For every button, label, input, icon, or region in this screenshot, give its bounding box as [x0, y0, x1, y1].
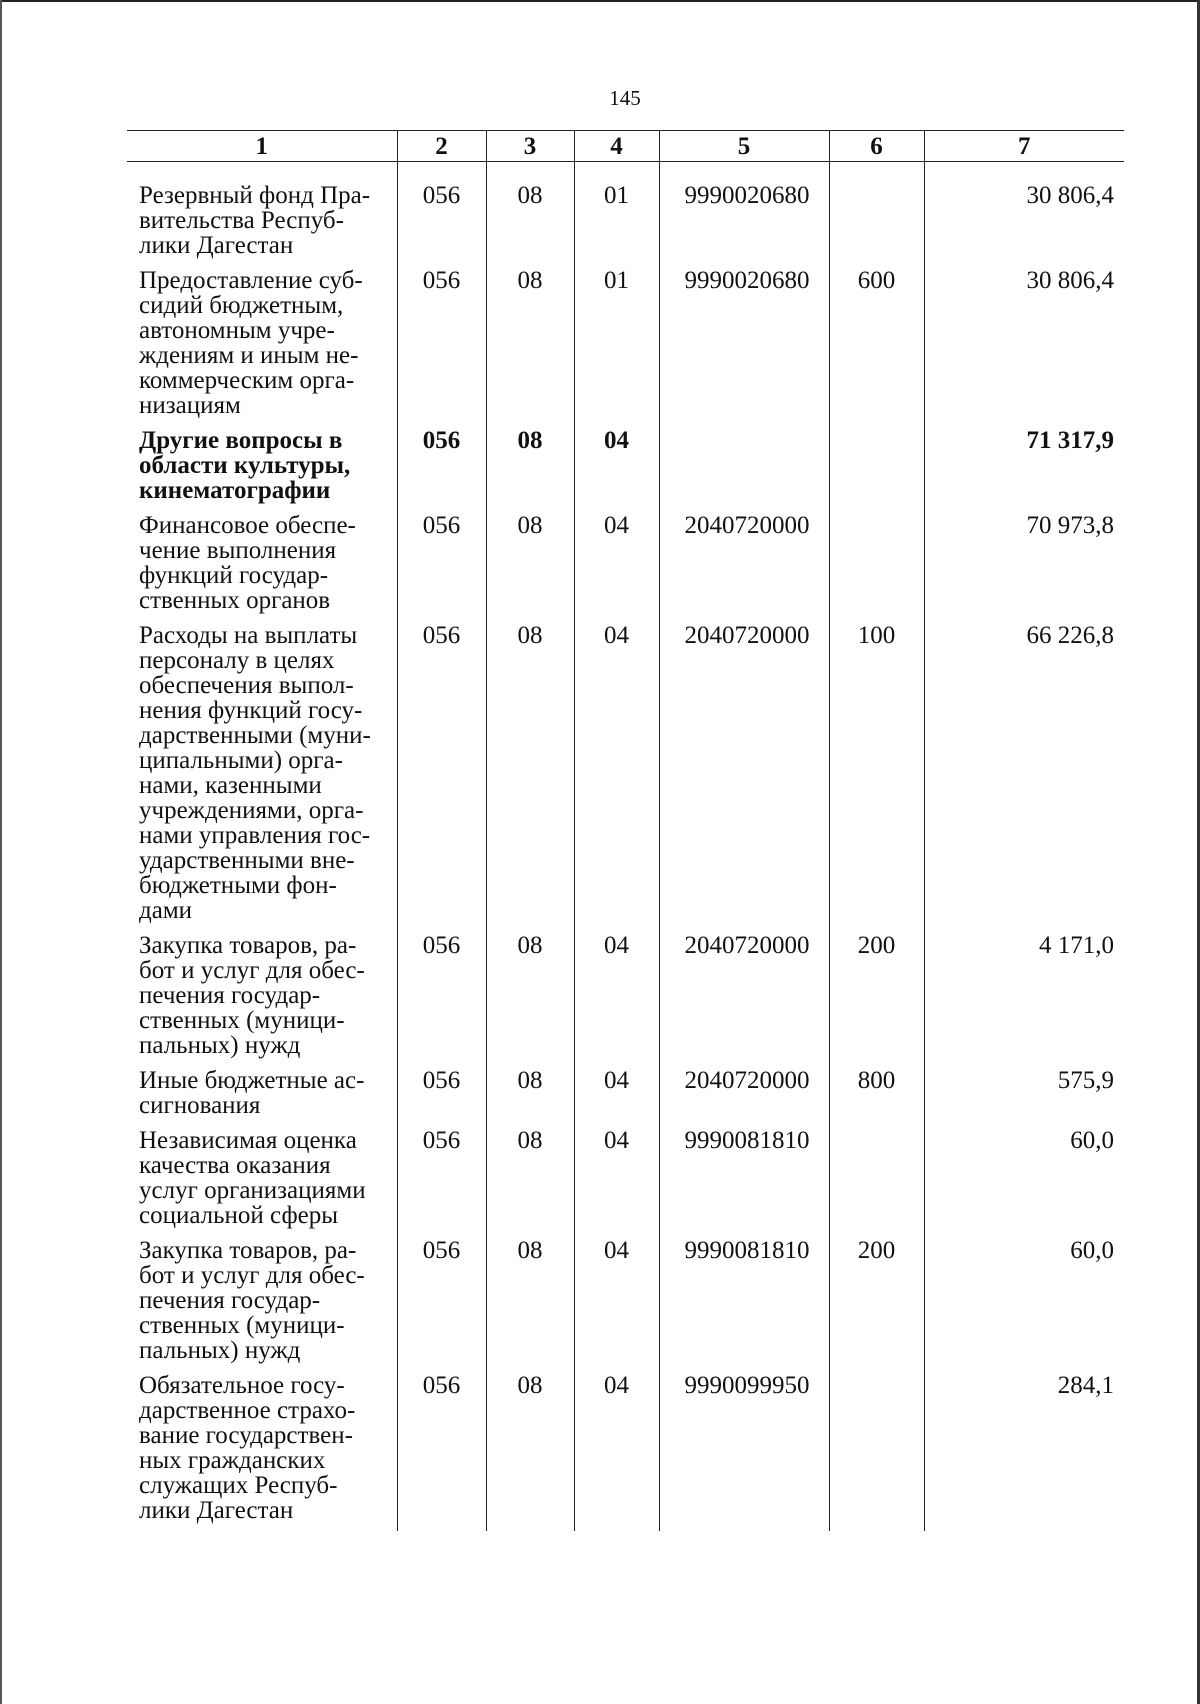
cell-amount: 60,0 [924, 1238, 1124, 1373]
cell-amount: 284,1 [924, 1373, 1124, 1531]
cell-ved-code: 056 [397, 623, 486, 933]
header-col-4: 4 [574, 131, 659, 162]
cell-ved-code: 056 [397, 933, 486, 1068]
cell-target-article: 2040720000 [659, 933, 829, 1068]
table-row [127, 933, 1124, 1068]
cell-amount: 70 973,8 [924, 513, 1124, 623]
header-col-3: 3 [486, 131, 574, 162]
cell-ved-code: 056 [397, 162, 486, 269]
budget-table [127, 130, 1124, 1531]
cell-ved-code: 056 [397, 428, 486, 513]
cell-ved-code: 056 [397, 1068, 486, 1128]
cell-name: Закупка товаров, ра- бот и услуг для обес- печения государ- ственных (муници- пальных) нужд [139, 932, 365, 1059]
cell-subsection-code: 04 [574, 1068, 659, 1128]
cell-target-article: 9990081810 [659, 1238, 829, 1373]
cell-subsection-code: 04 [574, 933, 659, 1068]
table-row [127, 623, 1124, 933]
cell-expense-type [829, 1128, 924, 1238]
cell-amount: 60,0 [924, 1128, 1124, 1238]
cell-target-article: 2040720000 [659, 1068, 829, 1128]
cell-amount: 66 226,8 [924, 623, 1124, 933]
cell-section-code: 08 [486, 1373, 574, 1531]
cell-name: Иные бюджетные ас- сигнования [139, 1067, 365, 1119]
header-row [127, 131, 1124, 162]
cell-name: Предоставление суб- сидий бюджетным, автономным учре- ждениям и иным не- коммерческим орга- низациям [139, 267, 363, 419]
header-col-1: 1 [127, 131, 397, 162]
cell-amount: 30 806,4 [924, 268, 1124, 428]
cell-name: Независимая оценка качества оказания услуг организациями социальной сферы [139, 1127, 366, 1229]
cell-expense-type: 200 [829, 1238, 924, 1373]
cell-section-code: 08 [486, 1128, 574, 1238]
cell-target-article: 2040720000 [659, 623, 829, 933]
cell-expense-type [829, 162, 924, 269]
cell-ved-code: 056 [397, 1128, 486, 1238]
page-frame-top [0, 0, 1200, 2]
table-row [127, 513, 1124, 623]
cell-ved-code: 056 [397, 1238, 486, 1373]
cell-name: Финансовое обеспе- чение выполнения функций государ- ственных органов [139, 512, 356, 614]
header-col-5: 5 [659, 131, 829, 162]
cell-name: Расходы на выплаты персоналу в целях обеспечения выпол- нения функций госу- дарственными (муни- ципальными) орга- нами, казенными учреждениями, орга- нами управления гос- ударственными вне- бюджетными фон- дами [139, 622, 371, 924]
table-body [127, 162, 1124, 1532]
cell-section-code: 08 [486, 428, 574, 513]
cell-expense-type: 600 [829, 268, 924, 428]
table-row [127, 428, 1124, 513]
cell-subsection-code: 04 [574, 513, 659, 623]
cell-target-article: 2040720000 [659, 513, 829, 623]
table-header [127, 131, 1124, 162]
cell-amount: 4 171,0 [924, 933, 1124, 1068]
cell-amount: 575,9 [924, 1068, 1124, 1128]
cell-target-article [659, 428, 829, 513]
cell-section-code: 08 [486, 162, 574, 269]
cell-expense-type [829, 513, 924, 623]
cell-ved-code: 056 [397, 513, 486, 623]
header-col-7: 7 [924, 131, 1124, 162]
page-number: 145 [609, 86, 641, 110]
cell-subsection-code: 04 [574, 1238, 659, 1373]
cell-subsection-code: 04 [574, 1373, 659, 1531]
cell-expense-type [829, 428, 924, 513]
table-row [127, 162, 1124, 269]
cell-target-article: 9990081810 [659, 1128, 829, 1238]
cell-amount: 71 317,9 [924, 428, 1124, 513]
page-frame-left [0, 0, 2, 1704]
table-row [127, 1373, 1124, 1531]
cell-section-code: 08 [486, 268, 574, 428]
cell-subsection-code: 01 [574, 162, 659, 269]
cell-target-article: 9990020680 [659, 268, 829, 428]
cell-subsection-code: 01 [574, 268, 659, 428]
cell-amount: 30 806,4 [924, 162, 1124, 269]
cell-expense-type: 200 [829, 933, 924, 1068]
cell-section-code: 08 [486, 513, 574, 623]
cell-subsection-code: 04 [574, 428, 659, 513]
cell-target-article: 9990099950 [659, 1373, 829, 1531]
cell-ved-code: 056 [397, 268, 486, 428]
table-row [127, 1068, 1124, 1128]
header-col-6: 6 [829, 131, 924, 162]
cell-section-code: 08 [486, 933, 574, 1068]
cell-expense-type: 800 [829, 1068, 924, 1128]
cell-subsection-code: 04 [574, 623, 659, 933]
header-col-2: 2 [397, 131, 486, 162]
cell-name: Обязательное госу- дарственное страхо- вание государствен- ных гражданских служащих Респуб- лики Дагестан [139, 1372, 356, 1524]
cell-section-code: 08 [486, 1068, 574, 1128]
cell-name: Резервный фонд Пра- вительства Респуб- лики Дагестан [139, 182, 371, 259]
cell-name: Другие вопросы в области культуры, кинематографии [139, 427, 351, 504]
cell-name: Закупка товаров, ра- бот и услуг для обес- печения государ- ственных (муници- пальных) нужд [139, 1237, 365, 1364]
table-row [127, 268, 1124, 428]
cell-subsection-code: 04 [574, 1128, 659, 1238]
cell-expense-type [829, 1373, 924, 1531]
cell-target-article: 9990020680 [659, 162, 829, 269]
table-row [127, 1128, 1124, 1238]
table-row [127, 1238, 1124, 1373]
cell-ved-code: 056 [397, 1373, 486, 1531]
cell-expense-type: 100 [829, 623, 924, 933]
cell-section-code: 08 [486, 623, 574, 933]
cell-section-code: 08 [486, 1238, 574, 1373]
